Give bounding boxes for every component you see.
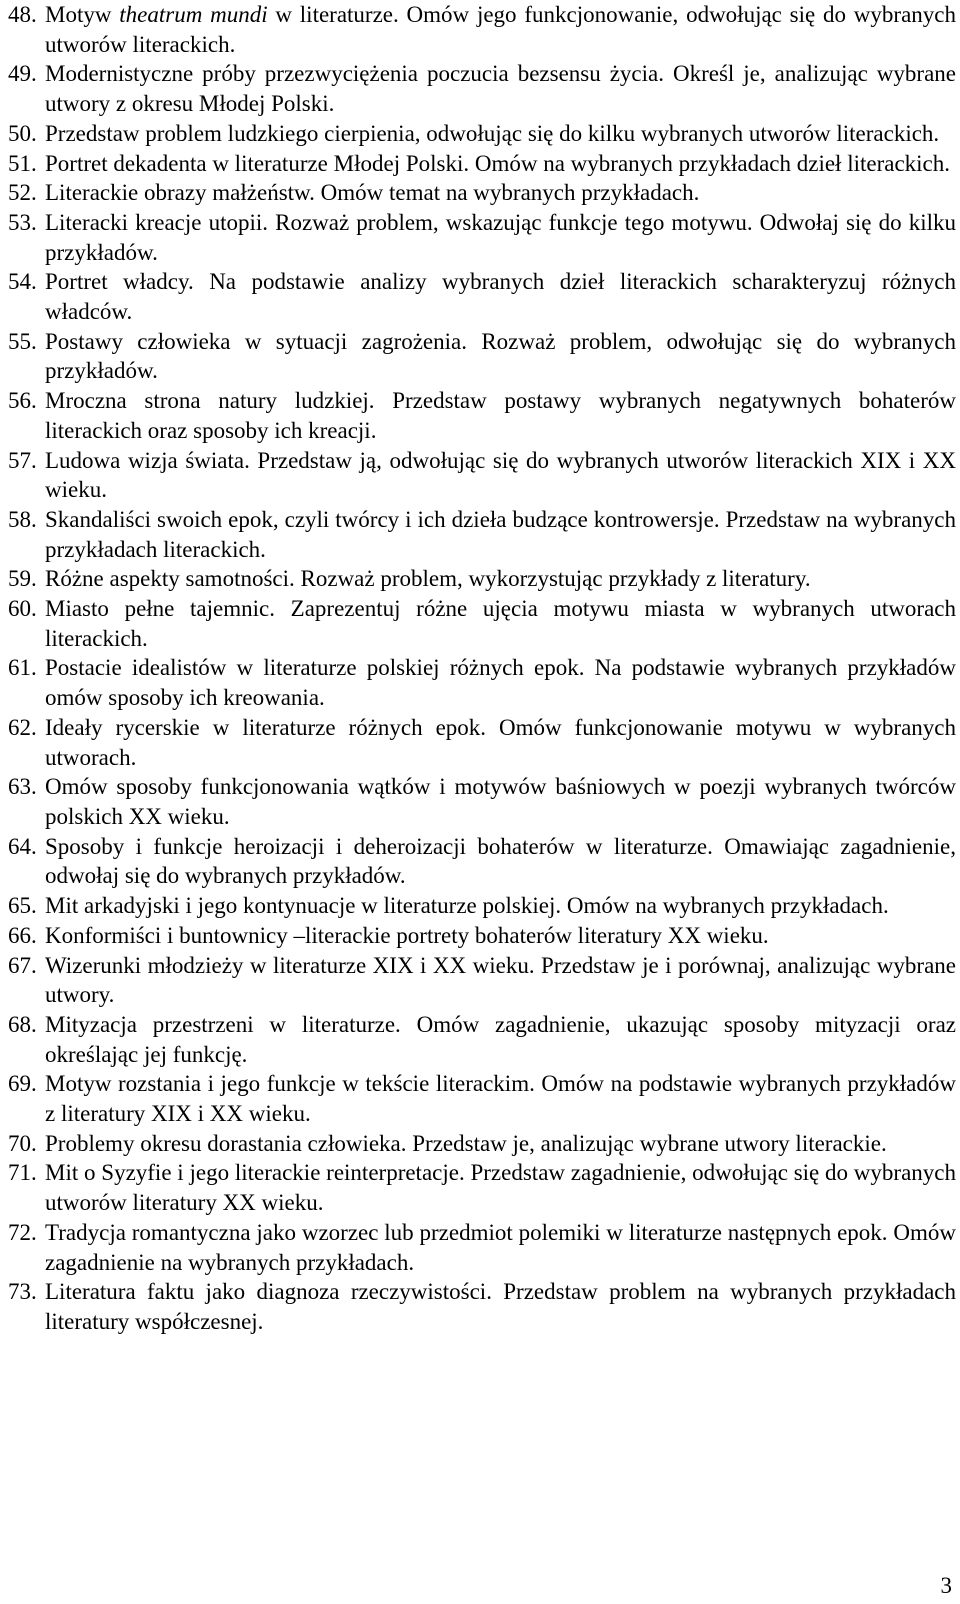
list-item (8, 713, 956, 772)
item-number: 55. (8, 328, 37, 354)
item-number: 60. (8, 596, 37, 622)
list-item (8, 891, 956, 921)
item-text: Portret władcy. Na podstawie analizy wybranych dzieł literackich scharakteryzuj różnych władców. (45, 269, 956, 325)
item-text: Literatura faktu jako diagnoza rzeczywistości. Przedstaw problem na wybranych przykładach literatury współczesnej. (45, 1279, 956, 1334)
item-text: Mroczna strona natury ludzkiej. Przedstaw postawy wybranych negatywnych bohaterów literackich oraz sposoby ich kreacji. (45, 388, 956, 443)
item-number: 64. (8, 833, 37, 859)
item-number: 73. (8, 1279, 37, 1305)
item-text-part: Motyw (45, 2, 120, 27)
item-text: Konformiści i buntownicy –literackie portrety bohaterów literatury XX wieku. (45, 922, 769, 948)
item-number: 49. (8, 61, 37, 87)
list-item (8, 267, 956, 326)
item-text: Przedstaw problem ludzkiego cierpienia, odwołując się do kilku wybranych utworów literackich. (45, 120, 940, 146)
list-item (8, 832, 956, 891)
item-number: 59. (8, 566, 37, 592)
item-text: Postawy człowieka w sytuacji zagrożenia. Rozważ problem, odwołując się do wybranych przykładów. (45, 328, 956, 384)
item-number: 67. (8, 952, 37, 978)
item-text: Postacie idealistów w literaturze polskiej różnych epok. Na podstawie wybranych przykładów omów sposoby ich kreowania. (45, 655, 956, 711)
list-item (8, 653, 956, 712)
list-item (8, 327, 956, 386)
item-number: 50. (8, 120, 37, 146)
item-number: 57. (8, 447, 37, 473)
item-number: 58. (8, 506, 37, 532)
list-item (8, 772, 956, 831)
item-number: 62. (8, 714, 37, 740)
item-number: 71. (8, 1160, 37, 1186)
item-number: 70. (8, 1130, 37, 1156)
item-text: Problemy okresu dorastania człowieka. Przedstaw je, analizując wybrane utwory literackie. (45, 1130, 887, 1156)
list-item (8, 594, 956, 653)
item-text: Ludowa wizja świata. Przedstaw ją, odwołując się do wybranych utworów literackich XIX i XX wieku. (45, 447, 956, 503)
list-item (8, 564, 956, 594)
item-number: 63. (8, 774, 37, 800)
list-item (8, 1158, 956, 1217)
list-item (8, 1129, 956, 1159)
item-number: 48. (8, 2, 37, 27)
item-text: Mit o Syzyfie i jego literackie reinterpretacje. Przedstaw zagadnienie, odwołując się do wybranych utworów literatury XX wieku. (45, 1160, 956, 1216)
list-item (8, 921, 956, 951)
list-item (8, 386, 956, 445)
list-item (8, 1277, 956, 1336)
item-text: Różne aspekty samotności. Rozważ problem, wykorzystując przykłady z literatury. (45, 566, 811, 592)
list-item (8, 178, 956, 208)
item-text: Literackie obrazy małżeństw. Omów temat na wybranych przykładach. (45, 180, 700, 206)
item-number: 51. (8, 150, 37, 176)
list-item (8, 951, 956, 1010)
item-text: Portret dekadenta w literaturze Młodej Polski. Omów na wybranych przykładach dzieł literackich. (45, 150, 950, 176)
topic-list (8, 0, 956, 1337)
item-text: Wizerunki młodzieży w literaturze XIX i XX wieku. Przedstaw je i porównaj, analizując wybrane utwory. (45, 952, 956, 1008)
item-number: 52. (8, 180, 37, 206)
list-item (8, 1010, 956, 1069)
list-item (8, 1069, 956, 1128)
item-text: Mityzacja przestrzeni w literaturze. Omów zagadnienie, ukazując sposoby mityzacji oraz określając jej funkcję. (45, 1011, 956, 1067)
item-text: Omów sposoby funkcjonowania wątków i motywów baśniowych w poezji wybranych twórców polskich XX wieku. (45, 774, 956, 829)
list-item (8, 446, 956, 505)
item-number: 53. (8, 209, 37, 235)
list-item (8, 119, 956, 149)
item-text: Modernistyczne próby przezwyciężenia poczucia bezsensu życia. Określ je, analizując wybrane utwory z okresu Młodej Polski. (45, 61, 956, 117)
item-text: Literacki kreacje utopii. Rozważ problem, wskazując funkcje tego motywu. Odwołaj się do kilku przykładów. (45, 209, 956, 265)
item-text-part: w literaturze. Omów jego funkcjonowanie, odwołując się do wybranych utworów literackich. (45, 2, 956, 57)
item-number: 66. (8, 922, 37, 948)
item-text: Miasto pełne tajemnic. Zaprezentuj różne ujęcia motywu miasta w wybranych utworach literackich. (45, 596, 956, 651)
item-number: 69. (8, 1071, 37, 1097)
item-number: 61. (8, 655, 37, 681)
item-text (45, 0, 956, 59)
item-number: 72. (8, 1219, 37, 1245)
list-item (8, 149, 956, 179)
list-item (8, 208, 956, 267)
item-text: Mit arkadyjski i jego kontynuacje w literaturze polskiej. Omów na wybranych przykładach. (45, 893, 889, 919)
list-item (8, 505, 956, 564)
list-item (8, 59, 956, 118)
item-text: Ideały rycerskie w literaturze różnych epok. Omów funkcjonowanie motywu w wybranych utworach. (45, 714, 956, 770)
item-text: Sposoby i funkcje heroizacji i deheroizacji bohaterów w literaturze. Omawiając zagadnienie, odwołaj się do wybranych przykładów. (45, 833, 956, 889)
item-number: 68. (8, 1011, 37, 1037)
page-number: 3 (940, 1573, 952, 1598)
item-number: 54. (8, 269, 37, 295)
item-number: 56. (8, 388, 37, 414)
item-text: Motyw rozstania i jego funkcje w tekście literackim. Omów na podstawie wybranych przykładów z literatury XIX i XX wieku. (45, 1071, 956, 1127)
list-item (8, 1218, 956, 1277)
item-text: Tradycja romantyczna jako wzorzec lub przedmiot polemiki w literaturze następnych epok. Omów zagadnienie na wybranych przykładach. (45, 1219, 956, 1275)
item-number: 65. (8, 893, 37, 919)
list-item (8, 0, 956, 59)
item-text: Skandaliści swoich epok, czyli twórcy i ich dzieła budzące kontrowersje. Przedstaw na wybranych przykładach literackich. (45, 506, 956, 562)
item-text-italic: theatrum mundi (119, 2, 268, 27)
